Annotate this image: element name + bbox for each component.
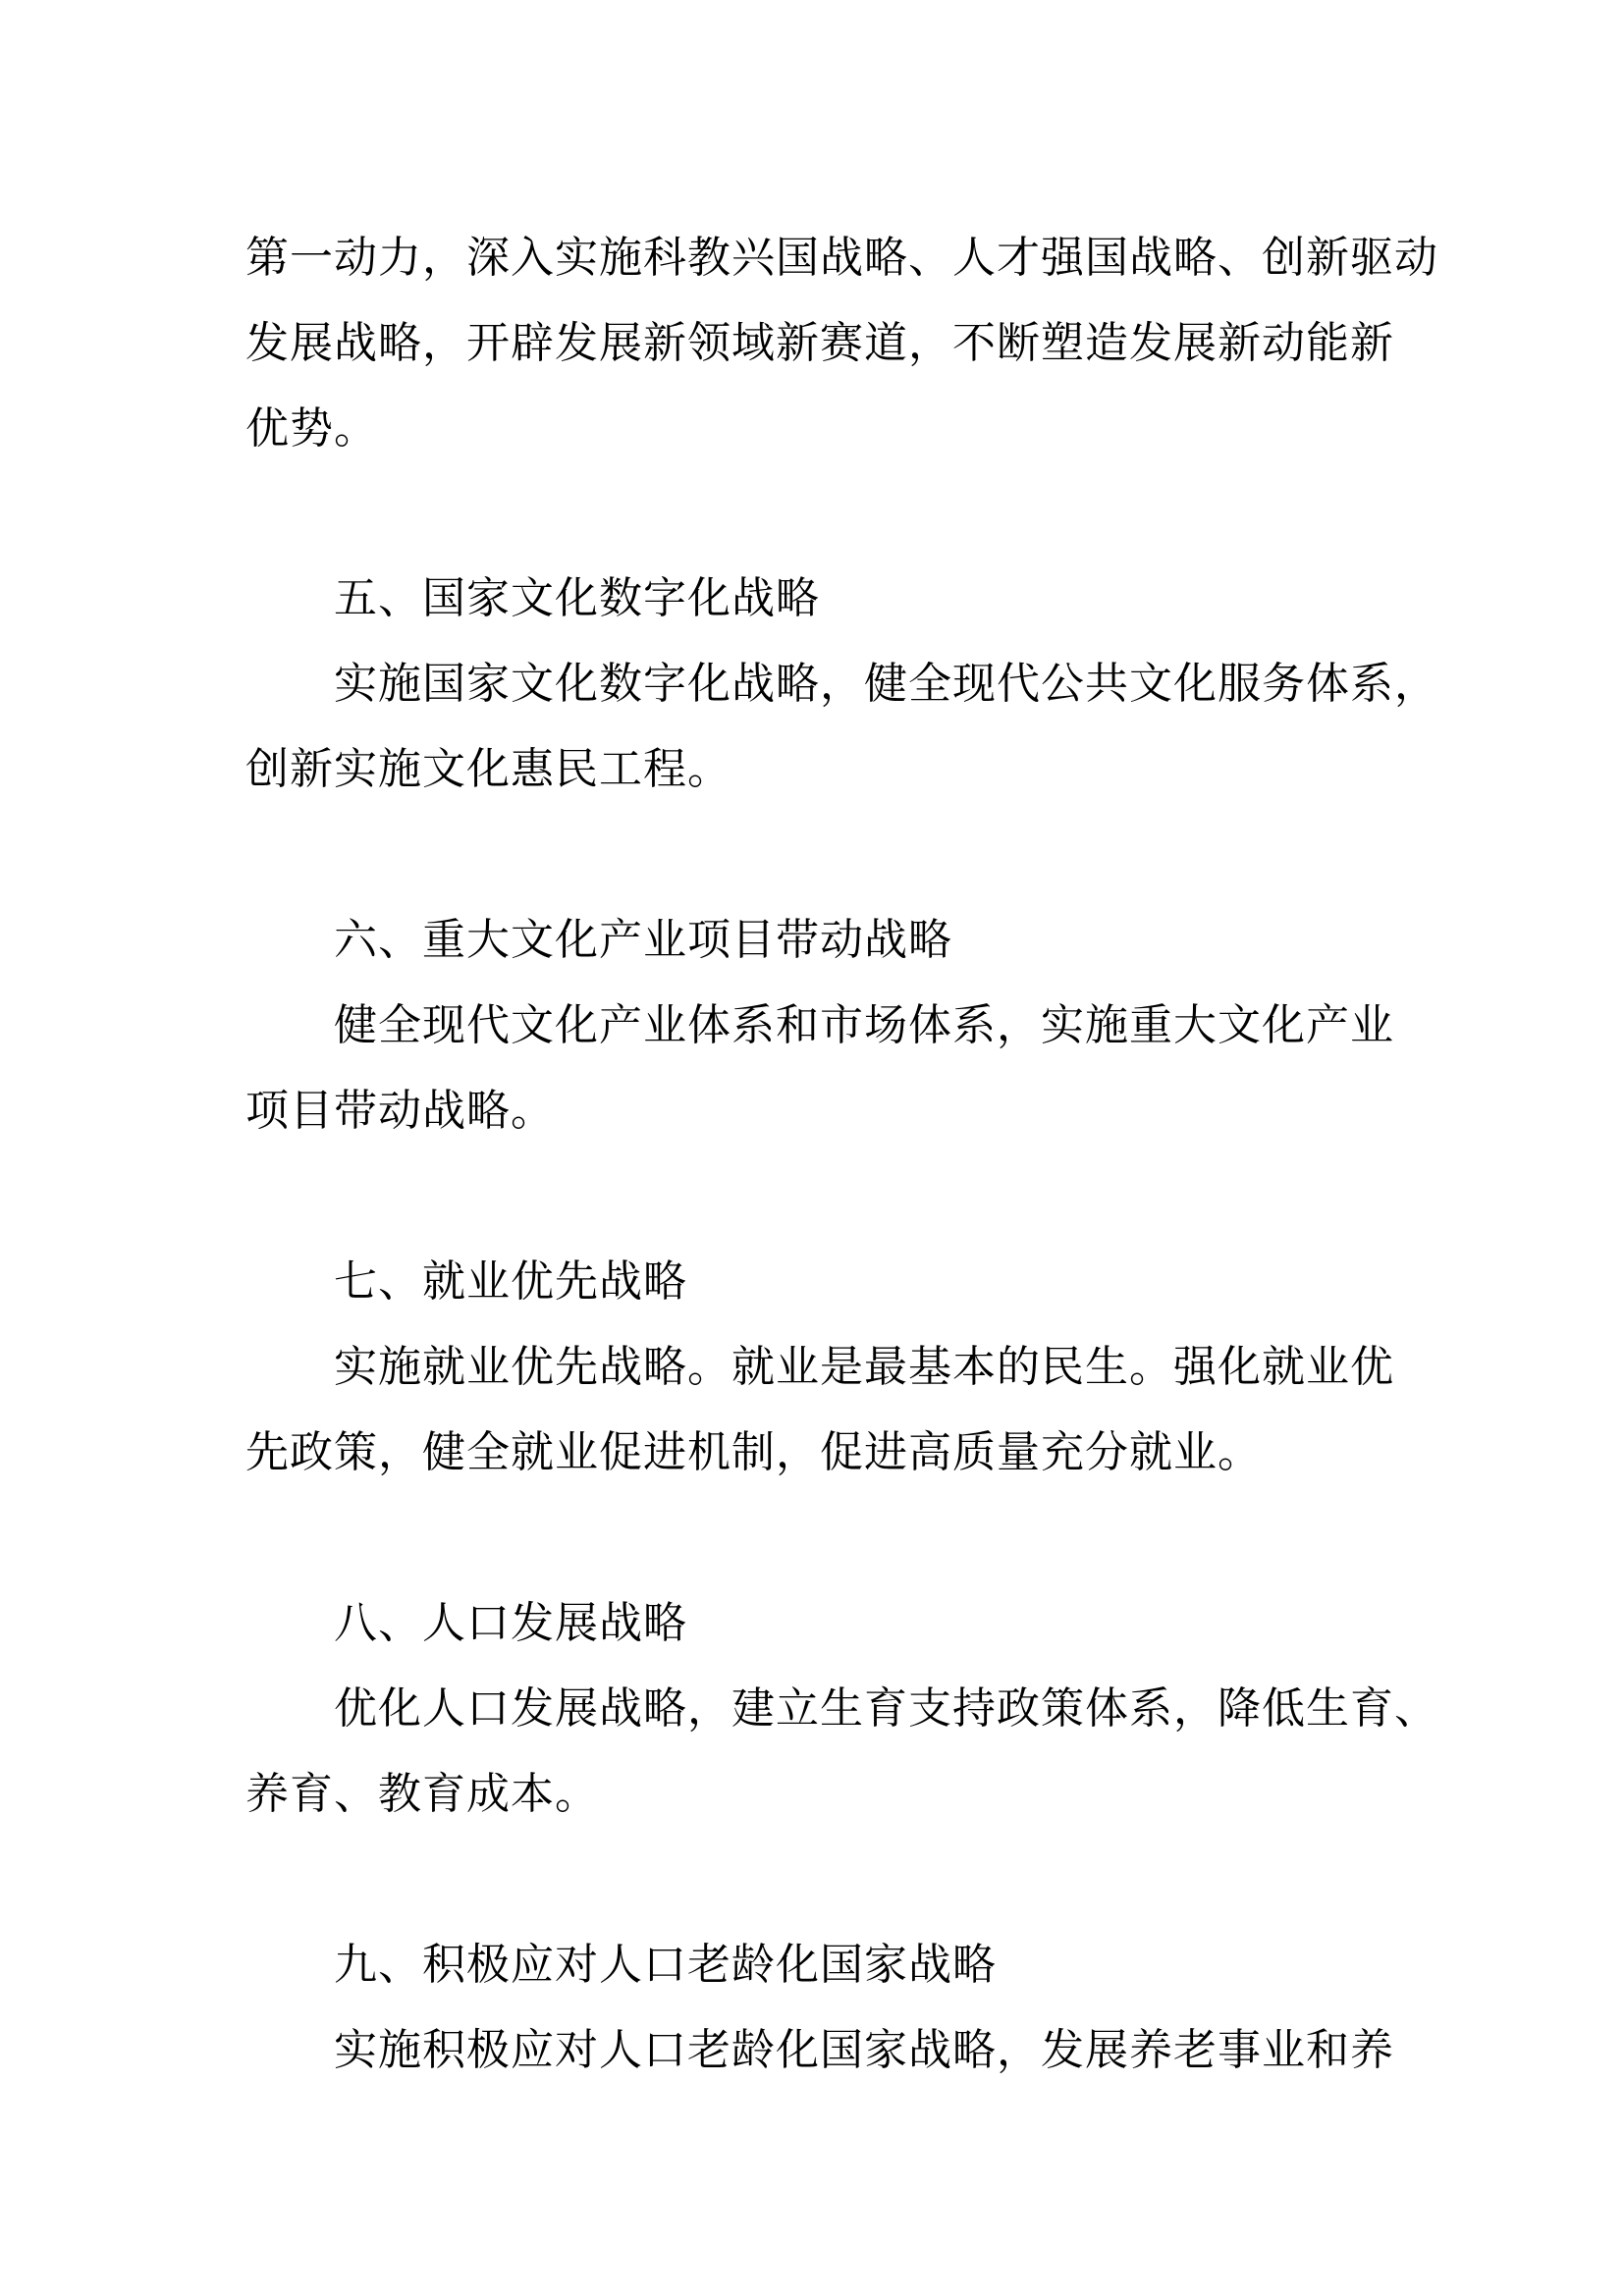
section-heading-5: 五、国家文化数字化战略 <box>334 573 820 623</box>
section-7-line-2: 先政策，健全就业促进机制，促进高质量充分就业。 <box>245 1427 1262 1477</box>
section-8-line-1: 优化人口发展战略，建立生育支持政策体系，降低生育、 <box>334 1683 1438 1734</box>
section-9-line-1: 实施积极应对人口老龄化国家战略，发展养老事业和养 <box>334 2025 1394 2075</box>
section-6-line-2: 项目带动战略。 <box>245 1086 555 1136</box>
section-6-line-1: 健全现代文化产业体系和市场体系，实施重大文化产业 <box>334 1000 1394 1050</box>
section-heading-9: 九、积极应对人口老龄化国家战略 <box>334 1940 997 1990</box>
continuation-line-2: 发展战略，开辟发展新领域新赛道，不断塑造发展新动能新 <box>245 318 1394 368</box>
continuation-line-3: 优势。 <box>245 403 378 454</box>
continuation-line-1: 第一动力，深入实施科教兴国战略、人才强国战略、创新驱动 <box>245 233 1438 283</box>
section-5-line-1: 实施国家文化数字化战略，健全现代公共文化服务体系， <box>334 659 1438 709</box>
section-heading-6: 六、重大文化产业项目带动战略 <box>334 915 952 965</box>
section-heading-8: 八、人口发展战略 <box>334 1598 687 1648</box>
section-5-line-2: 创新实施文化惠民工程。 <box>245 744 731 794</box>
section-8-line-2: 养育、教育成本。 <box>245 1769 599 1819</box>
section-heading-7: 七、就业优先战略 <box>334 1256 687 1307</box>
section-7-line-1: 实施就业优先战略。就业是最基本的民生。强化就业优 <box>334 1342 1394 1392</box>
